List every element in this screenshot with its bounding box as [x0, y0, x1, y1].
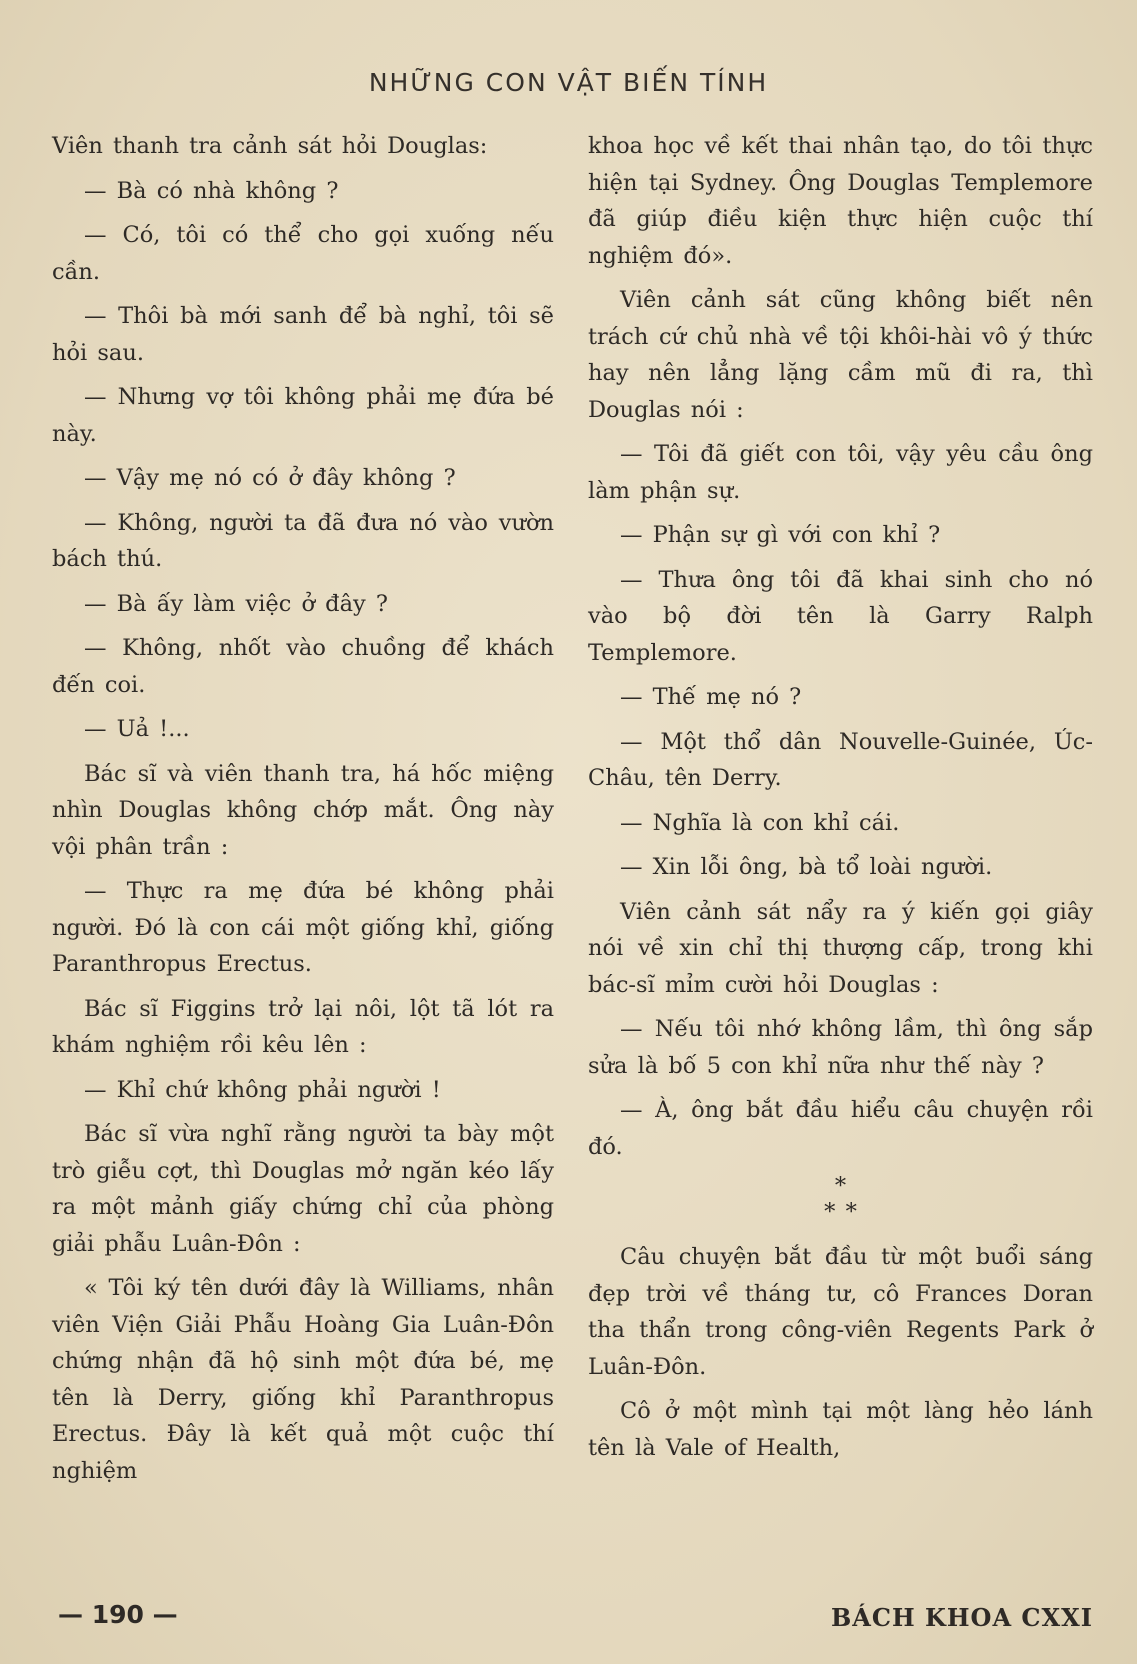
paragraph: — Khỉ chứ không phải người ! [84, 1076, 441, 1103]
paragraph: Viên thanh tra cảnh sát hỏi Douglas: [52, 133, 488, 159]
left-column [52, 128, 554, 1497]
paragraph: — Không, người ta đã đưa nó vào vườn bách thú. [52, 509, 554, 572]
paragraph: — Xin lỗi ông, bà tổ loài người. [620, 854, 993, 880]
paragraph: Bác sĩ Figgins trở lại nôi, lột tã lót ra khám nghiệm rồi kêu lên : [52, 995, 554, 1058]
paragraph: — Uả !... [84, 716, 190, 742]
section-separator-bottom: * * [824, 1199, 857, 1225]
page-number: — 190 — [58, 1600, 178, 1629]
paragraph: — Phận sự gì với con khỉ ? [620, 522, 941, 548]
paragraph: — Nếu tôi nhớ không lầm, thì ông sắp sửa là bố 5 con khỉ nữa như thế này ? [588, 1016, 1093, 1079]
paragraph: — Một thổ dân Nouvelle-Guinée, Úc-Châu, tên Derry. [588, 728, 1093, 791]
paragraph: — À, ông bắt đầu hiểu câu chuyện rồi đó. [588, 1097, 1093, 1160]
paragraph-continuation: khoa học về kết thai nhân tạo, do tôi thực hiện tại Sydney. Ông Douglas Templemore đã giúp điều kiện thực hiện cuộc thí nghiệm đó». [588, 133, 1093, 269]
paragraph: — Nghĩa là con khỉ cái. [620, 809, 900, 836]
paragraph: Bác sĩ vừa nghĩ rằng người ta bày một trò giễu cợt, thì Douglas mở ngăn kéo lấy ra một mảnh giấy chứng chỉ của phòng giải phẫu Luân-Đôn : [52, 1121, 554, 1257]
paragraph: — Thực ra mẹ đứa bé không phải người. Đó là con cái một giống khỉ, giống Paranthropus Erectus. [52, 878, 554, 977]
paragraph: Câu chuyện bắt đầu từ một buổi sáng đẹp trời về tháng tư, cô Frances Doran tha thẩn trong công-viên Regents Park ở Luân-Đôn. [588, 1244, 1093, 1380]
paragraph: — Thôi bà mới sanh để bà nghỉ, tôi sẽ hỏi sau. [52, 303, 554, 366]
publication-name: BÁCH KHOA CXXI [830, 1603, 1093, 1632]
paragraph: — Nhưng vợ tôi không phải mẹ đứa bé này. [52, 384, 554, 447]
paragraph: Bác sĩ và viên thanh tra, há hốc miệng nhìn Douglas không chớp mắt. Ông này vội phân trần : [52, 760, 554, 860]
paragraph: — Vậy mẹ nó có ở đây không ? [84, 465, 456, 491]
paragraph: Viên cảnh sát cũng không biết nên trách cứ chủ nhà về tội khôi-hài vô ý thức hay nên lẳng lặng cầm mũ đi ra, thì Douglas nói : [588, 287, 1093, 423]
paragraph: — Thưa ông tôi đã khai sinh cho nó vào bộ đời tên là Garry Ralph Templemore. [588, 566, 1093, 666]
paragraph: — Thế mẹ nó ? [620, 684, 802, 710]
paragraph: — Tôi đã giết con tôi, vậy yêu cầu ông làm phận sự. [588, 441, 1093, 504]
paragraph: « Tôi ký tên dưới đây là Williams, nhân viên Viện Giải Phẫu Hoàng Gia Luân-Đôn chứng nhận đã hộ sinh một đứa bé, mẹ tên là Derry, giống khỉ Paranthropus Erectus. Đây là kết quả một cuộc thí nghiệm [52, 1275, 554, 1484]
paragraph: Viên cảnh sát nẩy ra ý kiến gọi giây nói về xin chỉ thị thượng cấp, trong khi bác-sĩ mỉm cười hỏi Douglas : [588, 898, 1093, 998]
paragraph: — Bà có nhà không ? [84, 177, 339, 204]
paragraph: — Bà ấy làm việc ở đây ? [84, 590, 388, 617]
running-title: NHỮNG CON VẬT BIẾN TÍNH [368, 68, 769, 97]
right-column [588, 128, 1093, 1474]
section-separator-top: * [834, 1173, 847, 1199]
paragraph: Cô ở một mình tại một làng hẻo lánh tên là Vale of Health, [588, 1398, 1093, 1461]
paragraph: — Có, tôi có thể cho gọi xuống nếu cần. [52, 222, 554, 285]
paragraph: — Không, nhốt vào chuồng để khách đến coi. [52, 635, 554, 698]
